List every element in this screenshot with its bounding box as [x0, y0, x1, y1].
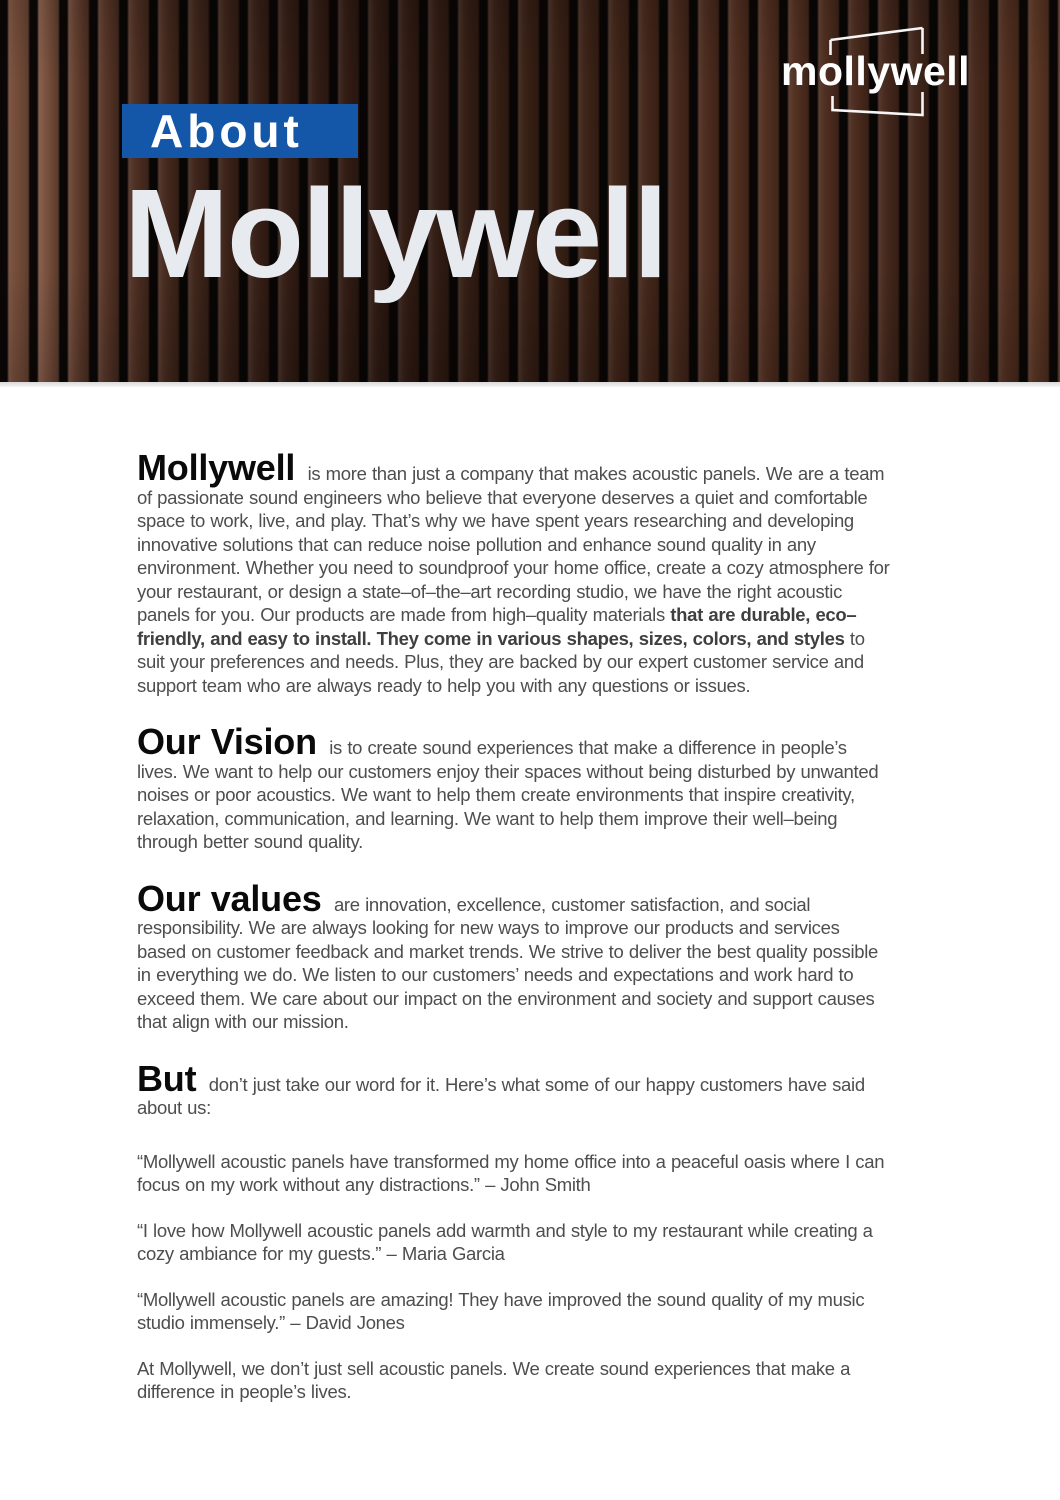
testimonial-john-smith: “Mollywell acoustic panels have transformed my home office into a peaceful oasis where I can focus on my work without any distractions.” – John Smith [137, 1150, 885, 1195]
about-content [0, 387, 1060, 1404]
section-company-text-end: to suit your preferences and needs. Plus, they are backed by our expert customer service and support team who are always ready to help you with any questions or issues. [137, 627, 865, 696]
logo-wordmark: mollywell [781, 48, 971, 94]
section-vision-text: is to create sound experiences that make a difference in people’s lives. We want to help our customers enjoy their spaces without being disturbed by unwanted noises or poor acoustics. We want to help them create environments that inspire creativity, relaxation, communication, and learning. We want to help them improve their well–being through better sound quality. [137, 737, 879, 852]
section-testimonials-intro [137, 1057, 892, 1120]
section-company-text: is more than just a company that makes acoustic panels. We are a team of passionate sound engineers who believe that everyone deserves a quiet and comfortable space to work, live, and play. That’s why we have spent years researching and developing innovative solutions that can reduce noise pollution and enhance sound quality in any environment. Whether you need to soundproof your home office, create a cozy atmosphere for your restaurant, or design a state–of–the–art recording studio, we have the right acoustic panels for you. Our products are made from high–quality materials [137, 463, 890, 625]
section-vision [137, 721, 892, 854]
section-values-lead: Our values [137, 877, 322, 919]
about-kicker-label: About [150, 105, 303, 157]
section-vision-lead: Our Vision [137, 721, 317, 762]
section-company [137, 447, 892, 697]
logo-frame-icon [775, 14, 985, 132]
section-testimonials-text: don’t just take our word for it. Here’s what some of our happy customers have said about us: [137, 1073, 865, 1118]
hero-title: Mollywell [124, 163, 667, 304]
closing-statement: At Mollywell, we don’t just sell acoustic panels. We create sound experiences that make a difference in people’s lives. [137, 1357, 851, 1402]
about-kicker [122, 104, 358, 158]
testimonial-maria-garcia: “I love how Mollywell acoustic panels add warmth and style to my restaurant while creating a cozy ambiance for my guests.” – Maria Garcia [137, 1219, 873, 1264]
brand-logo [775, 14, 985, 132]
section-company-lead: Mollywell [137, 447, 296, 488]
section-values [137, 877, 892, 1034]
section-company-text-bold: that are durable, eco–friendly, and easy to install. They come in various shapes, sizes, colors, and styles [137, 604, 857, 649]
hero-banner [0, 0, 1060, 382]
section-values-text: are innovation, excellence, customer satisfaction, and social responsibility. We are always looking for new ways to improve our products and services based on customer feedback and market trends. We strive to deliver the best quality possible in everything we do. We listen to our customers’ needs and expectations and work hard to exceed them. We care about our impact on the environment and society and support causes that align with our mission. [137, 893, 879, 1032]
section-testimonials-lead: But [137, 1057, 197, 1099]
testimonial-david-jones: “Mollywell acoustic panels are amazing! They have improved the sound quality of my music studio immensely.” – David Jones [137, 1288, 865, 1333]
